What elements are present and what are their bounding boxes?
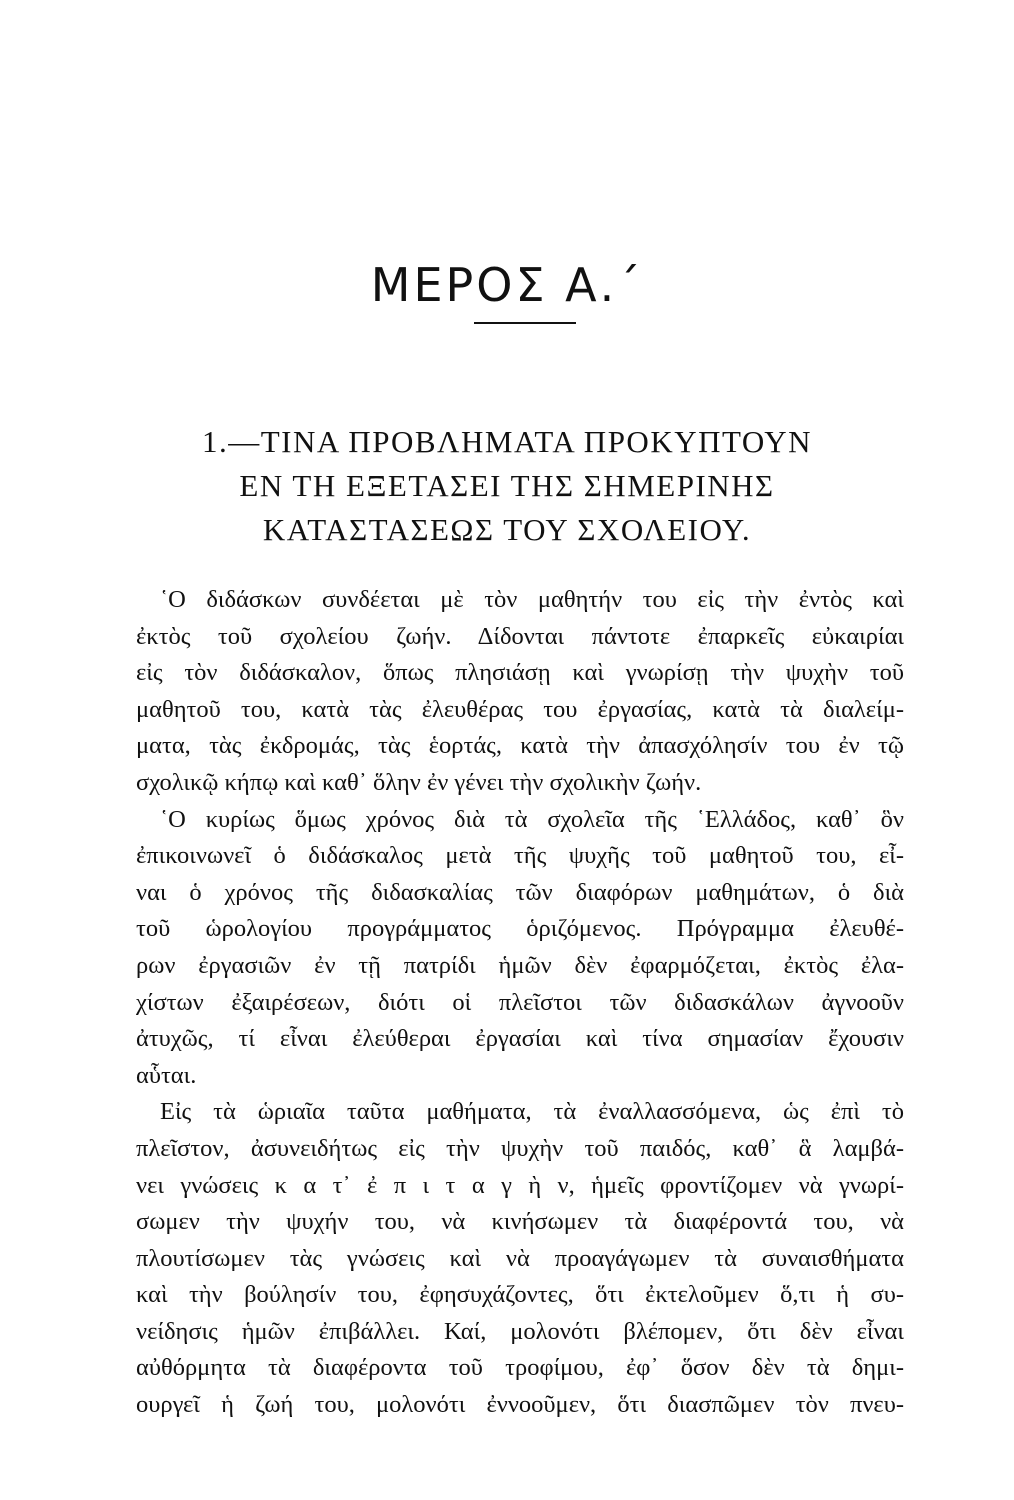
text-line: πλεῖστον, ἀσυνειδήτως εἰς τὴν ψυχὴν τοῦ παιδός, καθ᾿ ἃ λαμβά-: [136, 1134, 904, 1162]
title-divider: [474, 322, 576, 324]
text-line: ἐκτὸς τοῦ σχολείου ζωήν. Δίδονται πάντοτε ἐπαρκεῖς εὐκαιρίαι: [136, 622, 904, 650]
text-line: ουργεῖ ἡ ζωή του, μολονότι ἐννοοῦμεν, ὅτι διασπῶμεν τὸν πνευ-: [136, 1391, 904, 1419]
text-line: χίστων ἐξαιρέσεων, διότι οἱ πλεῖστοι τῶν διδασκάλων ἀγνοοῦν: [136, 988, 904, 1016]
chapter-title-line: ΕΝ ΤΗ ΕΞΕΤΑΣΕΙ ΤΗΣ ΣΗΜΕΡΙΝΗΣ: [239, 468, 775, 503]
text-line: αὗται.: [136, 1061, 197, 1089]
body-text: [136, 582, 904, 1424]
text-line: ρων ἐργασιῶν ἐν τῇ πατρίδι ἡμῶν δὲν ἐφαρμόζεται, ἐκτὸς ἐλα-: [136, 951, 904, 979]
text-line: πλουτίσωμεν τὰς γνώσεις καὶ νὰ προαγάγωμεν τὰ συναισθήματα: [136, 1244, 904, 1272]
text-line: νείδησις ἡμῶν ἐπιβάλλει. Καί, μολονότι βλέπομεν, ὅτι δὲν εἶναι: [136, 1317, 904, 1345]
part-title: ΜΕΡΟΣ Α.΄: [370, 258, 644, 312]
chapter-title-line: ΚΑΤΑΣΤΑΣΕΩΣ ΤΟΥ ΣΧΟΛΕΙΟΥ.: [262, 512, 752, 547]
chapter-title-line: 1.—ΤΙΝΑ ΠΡΟΒΛΗΜΑΤΑ ΠΡΟΚΥΠΤΟΥΝ: [202, 424, 812, 459]
text-line: καὶ τὴν βούλησίν του, ἐφησυχάζοντες, ὅτι ἐκτελοῦμεν ὅ,τι ἡ συ-: [136, 1281, 904, 1309]
text-line: σωμεν τὴν ψυχήν του, νὰ κινήσωμεν τὰ διαφέροντά του, νὰ: [136, 1208, 904, 1236]
text-line: ῾Ο κυρίως ὅμως χρόνος διὰ τὰ σχολεῖα τῆς ῾Ελλάδος, καθ᾿ ὃν: [160, 805, 904, 833]
text-line: μαθητοῦ του, κατὰ τὰς ἐλευθέρας του ἐργασίας, κατὰ τὰ διαλείμ-: [136, 695, 904, 723]
text-line: Εἰς τὰ ὡριαῖα ταῦτα μαθήματα, τὰ ἐναλλασσόμενα, ὡς ἐπὶ τὸ: [160, 1098, 904, 1126]
text-line: ματα, τὰς ἐκδρομάς, τὰς ἑορτάς, κατὰ τὴν ἀπασχόλησίν του ἐν τῷ: [136, 732, 904, 760]
text-line: αὐθόρμητα τὰ διαφέροντα τοῦ τροφίμου, ἐφ᾿ ὅσον δὲν τὰ δημι-: [136, 1354, 904, 1382]
text-line: ῾Ο διδάσκων συνδέεται μὲ τὸν μαθητήν του εἰς τὴν ἐντὸς καὶ: [160, 586, 904, 613]
text-line: ἀτυχῶς, τί εἶναι ἐλεύθεραι ἐργασίαι καὶ τίνα σημασίαν ἔχουσιν: [136, 1025, 904, 1053]
text-line: νει γνώσεις κ α τ᾿ ἐ π ι τ α γ ὴ ν, ἡμεῖς φροντίζομεν νὰ γνωρί-: [136, 1171, 904, 1199]
text-line: ναι ὁ χρόνος τῆς διδασκαλίας τῶν διαφόρων μαθημάτων, ὁ διὰ: [136, 878, 904, 906]
text-line: σχολικῷ κήπῳ καὶ καθ᾿ ὅλην ἐν γένει τὴν σχολικὴν ζωήν.: [136, 768, 702, 796]
text-line: ἐπικοινωνεῖ ὁ διδάσκαλος μετὰ τῆς ψυχῆς τοῦ μαθητοῦ του, εἶ-: [136, 842, 904, 870]
text-line: εἰς τὸν διδάσκαλον, ὅπως πλησιάσῃ καὶ γνωρίσῃ τὴν ψυχὴν τοῦ: [136, 659, 904, 687]
chapter-title: [0, 420, 1014, 552]
text-line: τοῦ ὡρολογίου προγράμματος ὁριζόμενος. Πρόγραμμα ἐλευθέ-: [136, 915, 904, 943]
